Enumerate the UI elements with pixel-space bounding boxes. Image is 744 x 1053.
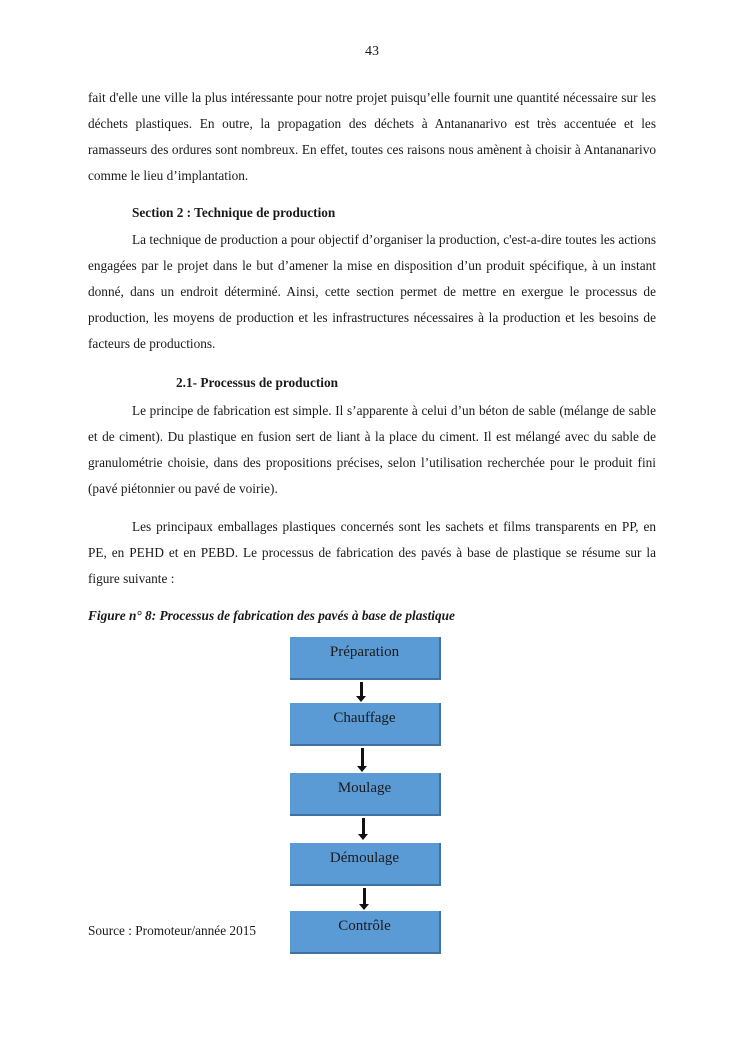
arrow-head-icon [357, 766, 367, 772]
subsection-heading: 2.1- Processus de production [176, 375, 339, 390]
intro-paragraph: fait d'elle une ville la plus intéressante pour notre projet puisqu’elle fournit une quantité nécessaire sur les déchets plastiques. En outre, la propagation des déchets à Antananarivo est très accentuée et les ramasseurs des ordures sont nombreux. En effet, toutes ces raisons nous amènent à choisir à Antananarivo comme le lieu d’implantation. [88, 90, 656, 183]
section-heading: Section 2 : Technique de production [132, 205, 336, 220]
subsection-body-paragraph: Le principe de fabrication est simple. Il s’apparente à celui d’un béton de sable (mélange de sable et de ciment). Du plastique en fusion sert de liant à la place du ciment. Il est mélangé avec du sable de granulométrie choisie, dans des propositions précises, selon l’utilisation recherchée pour le produit fini (pavé piétonnier ou pavé de voirie). [88, 403, 656, 496]
flow-arrow [363, 888, 366, 904]
figure-caption: Figure n° 8: Processus de fabrication des pavés à base de plastique [88, 608, 455, 623]
flow-step-chauffage: Chauffage [290, 703, 441, 746]
flow-step-preparation: Préparation [290, 637, 441, 680]
flow-arrow [362, 818, 365, 834]
figure-source: Source : Promoteur/année 2015 [88, 923, 257, 938]
arrow-head-icon [358, 834, 368, 840]
arrow-head-icon [359, 904, 369, 910]
flow-arrow [361, 748, 364, 766]
emballages-paragraph: Les principaux emballages plastiques concernés sont les sachets et films transparents en PP, en PE, en PEHD et en PEBD. Le processus de fabrication des pavés à base de plastique se résume sur la figure suivante : [88, 519, 656, 586]
flow-arrow [360, 682, 363, 696]
flow-step-demoulage: Démoulage [290, 843, 441, 886]
arrow-head-icon [356, 696, 366, 702]
page-number: 43 [365, 44, 379, 59]
flow-step-moulage: Moulage [290, 773, 441, 816]
section-body-paragraph: La technique de production a pour objectif d’organiser la production, c'est-a-dire toutes les actions engagées par le projet dans le but d’amener la mise en disposition d’un produit spécifique, à un instant donné, dans un endroit déterminé. Ainsi, cette section permet de mettre en exergue le processus de production, les moyens de production et les infrastructures nécessaires à la production et les besoins de facteurs de productions. [88, 232, 656, 351]
flow-step-controle: Contrôle [290, 911, 441, 954]
